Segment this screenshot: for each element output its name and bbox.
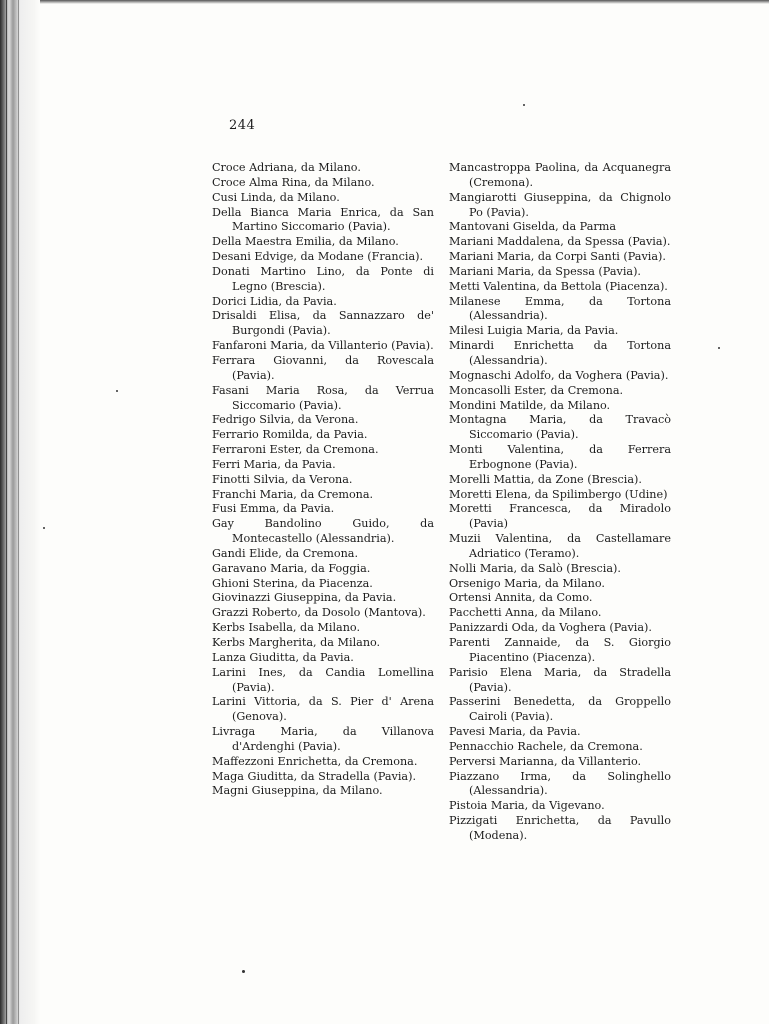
name-entry: Mancastroppa Paolina, da Acquanegra (Cremona). — [449, 161, 671, 189]
name-entry: Montagna Maria, da Travacò Siccomario (Pavia). — [449, 413, 671, 442]
name-entry: Piazzano Irma, da Solinghello (Alessandria). — [449, 769, 671, 798]
name-entry: Perversi Marianna, da Villanterio. — [449, 754, 642, 768]
name-entry: Gandi Elide, da Cremona. — [212, 546, 359, 560]
name-entry: Parenti Zannaide, da S. Giorgio Piacentino (Piacenza). — [449, 636, 671, 664]
name-entry: Mariani Maria, da Corpi Santi (Pavia). — [449, 250, 666, 264]
name-entry: Pizzigati Enrichetta, da Pavullo (Modena). — [449, 814, 671, 842]
name-entry: Pavesi Maria, da Pavia. — [449, 725, 581, 739]
name-entry: Larini Ines, da Candia Lomellina (Pavia). — [212, 665, 434, 694]
name-entry: Ghioni Sterina, da Piacenza. — [212, 576, 373, 590]
name-entry: Milanese Emma, da Tortona (Alessandria). — [449, 294, 671, 323]
name-entry: Ferri Maria, da Pavia. — [212, 457, 336, 471]
name-entry: Grazzi Roberto, da Dosolo (Mantova). — [212, 606, 426, 620]
name-entry: Fasani Maria Rosa, da Verrua Siccomario (Pavia). — [212, 383, 434, 412]
name-entry: Drisaldi Elisa, da Sannazzaro de' Burgondi (Pavia). — [212, 309, 434, 338]
name-entry: Gay Bandolino Guido, da Montecastello (Alessandria). — [212, 517, 434, 546]
name-entry: Parisio Elena Maria, da Stradella (Pavia). — [449, 665, 671, 694]
name-entry: Milesi Luigia Maria, da Pavia. — [449, 324, 619, 338]
paper-speck — [718, 347, 720, 349]
name-entry: Minardi Enrichetta da Tortona (Alessandria). — [449, 339, 671, 367]
binding-crease — [18, 0, 19, 1024]
name-entry: Mantovani Giselda, da Parma — [449, 220, 616, 234]
paper-speck — [523, 104, 525, 106]
binding-crease — [6, 0, 7, 1024]
name-entry: Garavano Maria, da Foggia. — [212, 561, 371, 575]
name-entry: Ferraroni Ester, da Cremona. — [212, 443, 379, 457]
name-entry: Finotti Silvia, da Verona. — [212, 472, 353, 486]
name-entry: Monti Valentina, da Ferrera Erbognone (Pavia). — [449, 443, 671, 471]
name-entry: Fanfaroni Maria, da Villanterio (Pavia). — [212, 339, 434, 353]
name-entry: Magni Giuseppina, da Milano. — [212, 784, 383, 798]
name-entry: Livraga Maria, da Villanova d'Ardenghi (Pavia). — [212, 725, 434, 753]
name-entry: Dorici Lidia, da Pavia. — [212, 294, 337, 308]
name-entry: Lanza Giuditta, da Pavia. — [212, 650, 354, 664]
name-entry: Nolli Maria, da Salò (Brescia). — [449, 561, 621, 575]
name-entry: Pennacchio Rachele, da Cremona. — [449, 739, 643, 753]
name-entry: Mariani Maddalena, da Spessa (Pavia). — [449, 235, 671, 249]
page-top-edge — [40, 0, 769, 4]
name-entry: Kerbs Margherita, da Milano. — [212, 636, 381, 649]
name-list-left-column — [212, 161, 434, 799]
name-entry: Moretti Francesca, da Miradolo (Pavia) — [449, 502, 671, 531]
name-entry: Pacchetti Anna, da Milano. — [449, 606, 602, 620]
name-entry: Muzii Valentina, da Castellamare Adriatico (Teramo). — [449, 532, 671, 560]
name-entry: Pistoia Maria, da Vigevano. — [449, 799, 605, 813]
name-entry: Fusi Emma, da Pavia. — [212, 502, 335, 516]
name-entry: Ortensi Annita, da Como. — [449, 591, 593, 605]
name-entry: Giovinazzi Giuseppina, da Pavia. — [212, 591, 397, 605]
name-entry: Moretti Elena, da Spilimbergo (Udine) — [449, 487, 668, 501]
name-entry: Desani Edvige, da Modane (Francia). — [212, 250, 424, 264]
name-entry: Fedrigo Silvia, da Verona. — [212, 413, 359, 427]
name-entry: Della Maestra Emilia, da Milano. — [212, 235, 399, 249]
name-entry: Franchi Maria, da Cremona. — [212, 487, 374, 501]
name-entry: Mognaschi Adolfo, da Voghera (Pavia). — [449, 368, 669, 382]
paper-speck — [43, 527, 45, 529]
name-entry: Passerini Benedetta, da Groppello Cairoli (Pavia). — [449, 695, 671, 724]
name-entry: Orsenigo Maria, da Milano. — [449, 576, 605, 590]
page-number: 244 — [229, 118, 256, 133]
name-entry: Ferrario Romilda, da Pavia. — [212, 428, 368, 442]
name-entry: Maga Giuditta, da Stradella (Pavia). — [212, 769, 417, 783]
name-entry: Ferrara Giovanni, da Rovescala (Pavia). — [212, 353, 434, 382]
name-entry: Larini Vittoria, da S. Pier d' Arena (Genova). — [212, 695, 434, 724]
name-entry: Moncasolli Ester, da Cremona. — [449, 383, 624, 397]
name-entry: Cusi Linda, da Milano. — [212, 190, 340, 204]
name-entry: Morelli Mattia, da Zone (Brescia). — [449, 472, 642, 486]
name-entry: Maffezzoni Enrichetta, da Cremona. — [212, 754, 418, 768]
name-entry: Mondini Matilde, da Milano. — [449, 398, 611, 412]
name-entry: Mangiarotti Giuseppina, da Chignolo Po (Pavia). — [449, 190, 671, 219]
name-entry: Donati Martino Lino, da Ponte di Legno (Brescia). — [212, 264, 434, 293]
name-entry: Metti Valentina, da Bettola (Piacenza). — [449, 279, 668, 293]
name-list-right-column — [449, 161, 671, 844]
name-entry: Mariani Maria, da Spessa (Pavia). — [449, 264, 641, 278]
name-entry: Panizzardi Oda, da Voghera (Pavia). — [449, 621, 652, 635]
name-entry: Croce Adriana, da Milano. — [212, 161, 361, 174]
name-entry: Croce Alma Rina, da Milano. — [212, 175, 375, 189]
name-entry: Kerbs Isabella, da Milano. — [212, 621, 361, 635]
paper-speck — [116, 390, 118, 392]
name-entry: Della Bianca Maria Enrica, da San Martino Siccomario (Pavia). — [212, 205, 434, 234]
paper-speck — [242, 970, 245, 973]
